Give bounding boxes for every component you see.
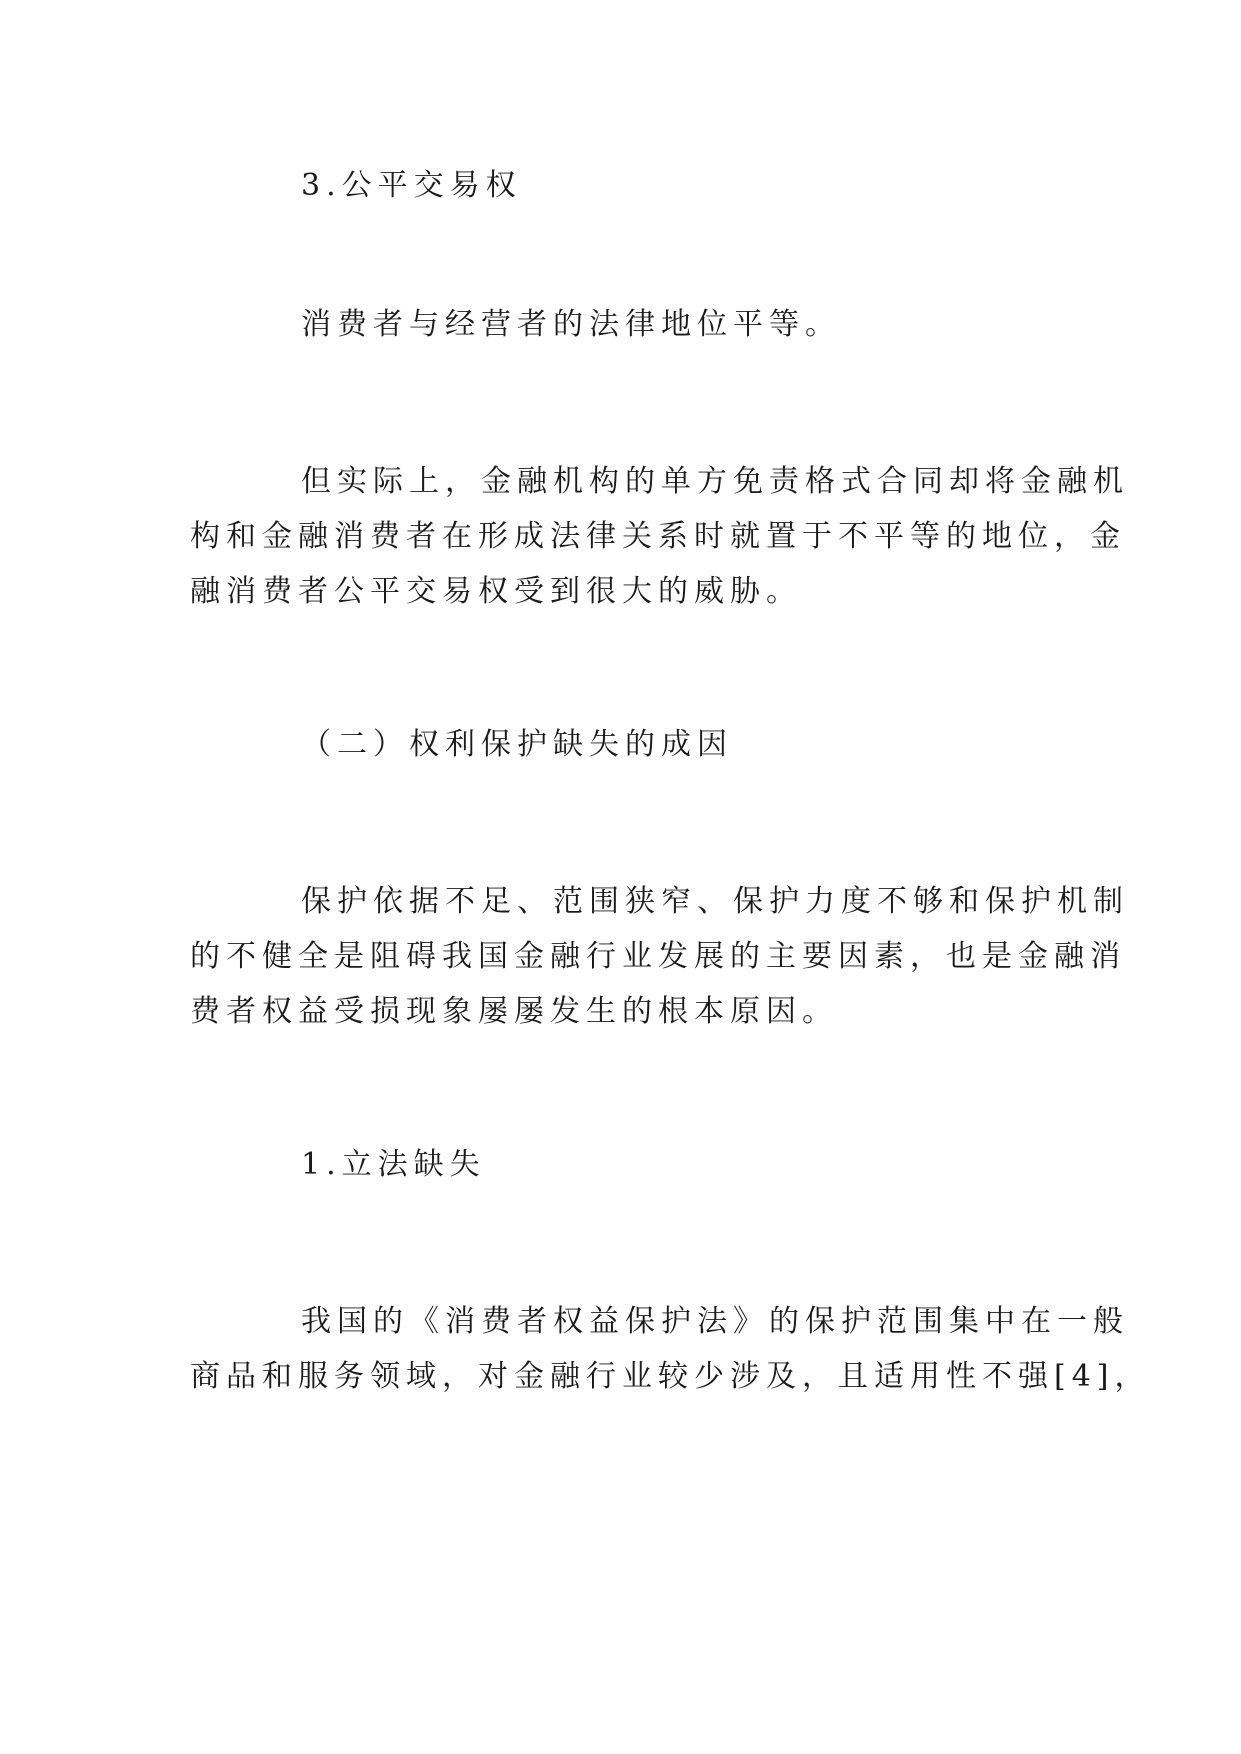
paragraph-line: 费者权益受损现象屡屡发生的根本原因。 (190, 994, 838, 1029)
heading-fair-trade-right: 3.公平交易权 (301, 168, 522, 203)
section-heading-causes: （二）权利保护缺失的成因 (301, 727, 733, 762)
paragraph-line: 我国的《消费者权益保护法》的保护范围集中在一般 (301, 1304, 1129, 1339)
paragraph-line: 保护依据不足、范围狭窄、保护力度不够和保护机制 (301, 884, 1129, 919)
paragraph-line: 融消费者公平交易权受到很大的威胁。 (190, 574, 802, 609)
paragraph-legal-status: 消费者与经营者的法律地位平等。 (301, 307, 841, 342)
paragraph-line: 但实际上，金融机构的单方免责格式合同却将金融机 (301, 464, 1129, 499)
paragraph-line: 的不健全是阻碍我国金融行业发展的主要因素，也是金融消 (190, 939, 1126, 974)
heading-legislation-gap: 1.立法缺失 (301, 1147, 486, 1182)
paragraph-line: 商品和服务领域，对金融行业较少涉及，且适用性不强[4]， (190, 1359, 1151, 1394)
paragraph-line: 构和金融消费者在形成法律关系时就置于不平等的地位，金 (190, 519, 1126, 554)
